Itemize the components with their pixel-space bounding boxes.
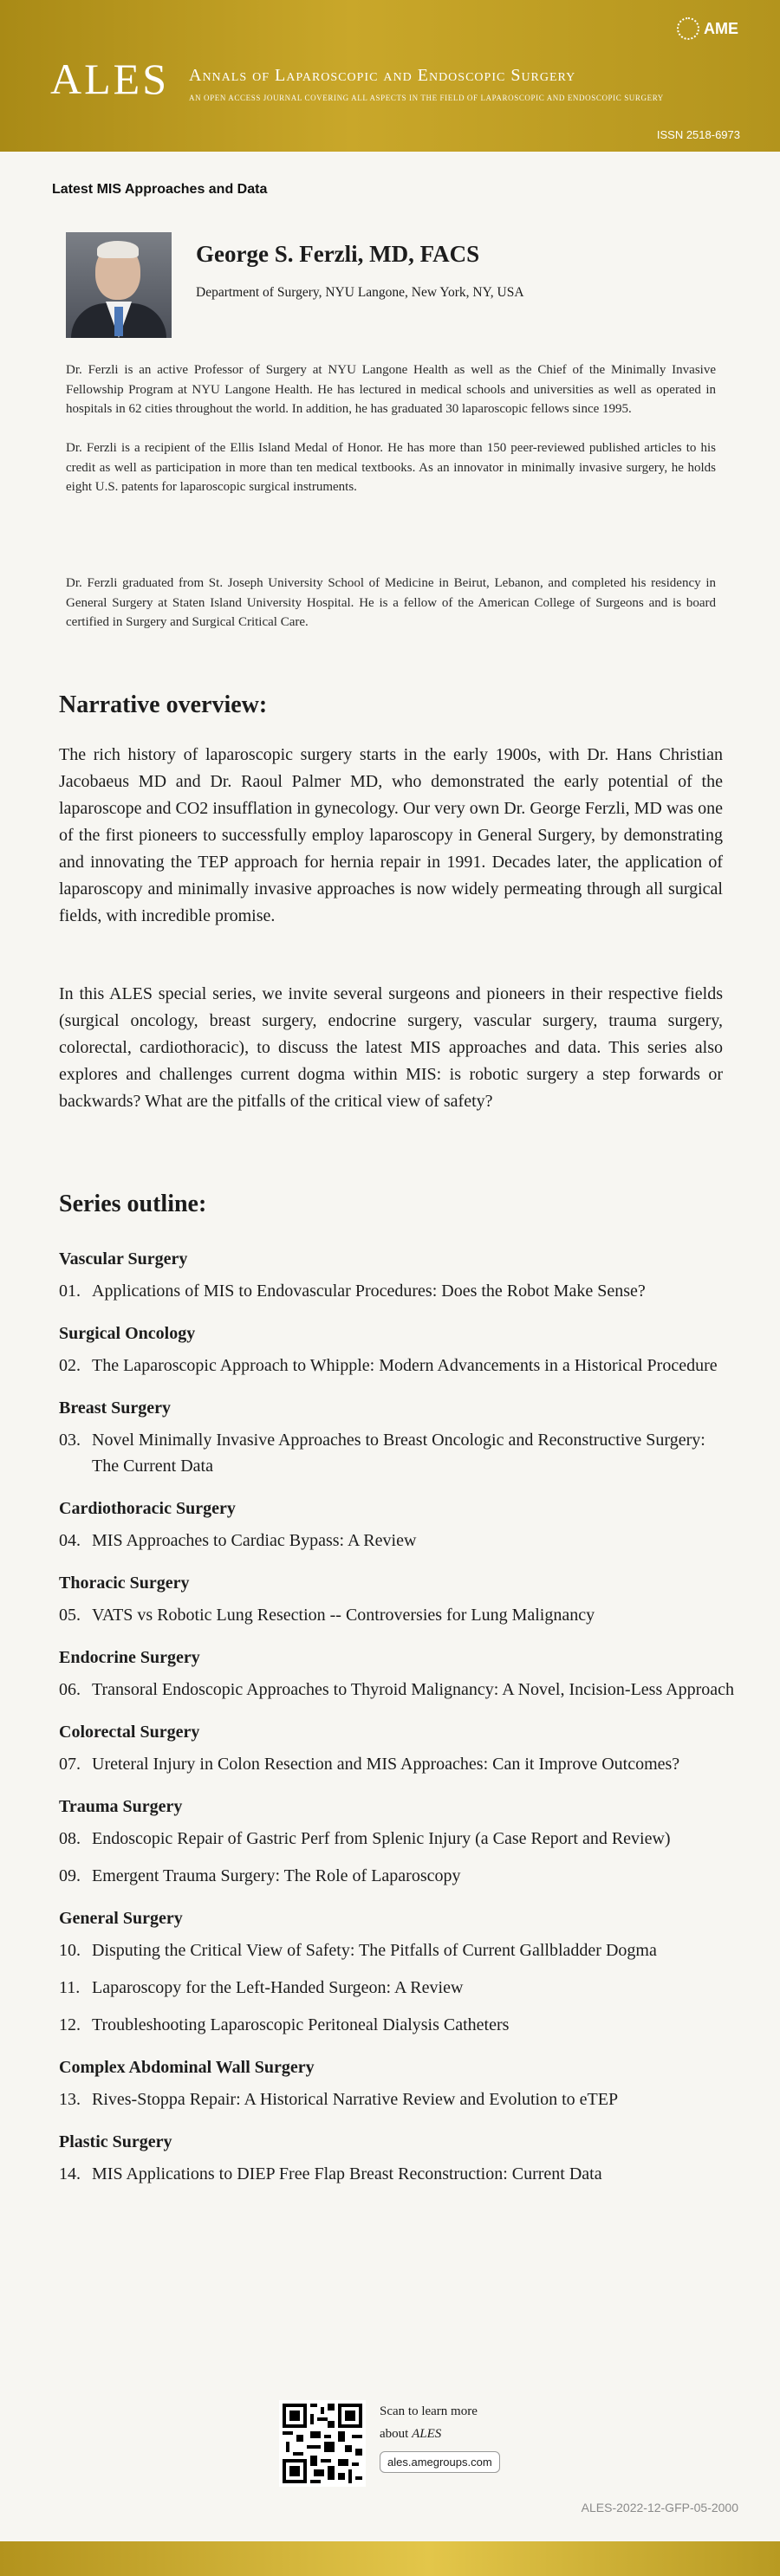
outline-category: Cardiothoracic Surgery — [59, 1499, 236, 1518]
journal-logo: ALES — [50, 55, 169, 103]
outline-item — [59, 1751, 735, 1777]
issn: ISSN 2518-6973 — [656, 128, 740, 141]
qr-code[interactable] — [279, 2400, 366, 2487]
outline-item — [59, 1528, 735, 1554]
narrative-paragraph: The rich history of laparoscopic surgery starts in the early 1900s, with Dr. Hans Christian Jacobaeus MD and Dr. Raoul Palmer MD, who demonstrated the early potential of the laparoscope and CO2 insufflation in gynecology. Our very own Dr. George Ferzli, MD was one of the first pioneers to successfully employ laparoscopy in General Surgery, by demonstrating and innovating the TEP approach for hernia repair in 1991. Decades later, the application of laparoscopy and minimally invasive approaches is now widely permeating through all surgical fields, with incredible promise. — [59, 745, 723, 925]
author-photo — [66, 232, 172, 338]
outline-item-title: Ureteral Injury in Colon Resection and MIS Approaches: Can it Improve Outcomes? — [92, 1755, 680, 1774]
outline-item-number: 10. — [59, 1941, 81, 1960]
outline-item-title: VATS vs Robotic Lung Resection -- Controversies for Lung Malignancy — [92, 1606, 595, 1625]
publisher-logo — [677, 17, 738, 40]
outline-item-number: 14. — [59, 2164, 81, 2183]
outline-item — [59, 1278, 735, 1304]
outline-category: Complex Abdominal Wall Surgery — [59, 2058, 315, 2077]
author-bio-paragraph: Dr. Ferzli graduated from St. Joseph University School of Medicine in Beirut, Lebanon, and completed his residency in General Surgery at Staten Island University Hospital. He is a fellow of the American College of Surgeons and is board certified in Surgery and Surgical Critical Care. — [66, 576, 716, 629]
outline-item-number: 04. — [59, 1531, 81, 1550]
outline-item-title: Rives-Stoppa Repair: A Historical Narrative Review and Evolution to eTEP — [92, 2090, 619, 2109]
scan-caption — [380, 2400, 478, 2445]
author-department: Department of Surgery, NYU Langone, New York, NY, USA — [196, 285, 524, 300]
journal-title: Annals of Laparoscopic and Endoscopic Surgery — [189, 66, 576, 85]
author-bio-paragraph: Dr. Ferzli is a recipient of the Ellis Island Medal of Honor. He has more than 150 peer-reviewed published articles to his credit as well as participation in more than ten medical textbooks. As an innovator in minimally invasive surgery, he holds eight U.S. patents for laparoscopic surgical instruments. — [66, 441, 716, 494]
outline-item — [59, 1427, 735, 1479]
outline-category: Endocrine Surgery — [59, 1648, 200, 1667]
outline-item-number: 05. — [59, 1606, 81, 1625]
outline-item — [59, 1602, 735, 1628]
outline-item — [59, 2161, 735, 2187]
footer-bar — [0, 2541, 780, 2576]
narrative-paragraph: In this ALES special series, we invite several surgeons and pioneers in their respective fields (surgical oncology, breast surgery, endocrine surgery, vascular surgery, trauma surgery, colorectal, cardiothoracic), to discuss the latest MIS approaches and data. This series also explores and challenges current dogma within MIS: is robotic surgery a step forwards or backwards? What are the pitfalls of the critical view of safety? — [59, 984, 723, 1111]
outline-item — [59, 1353, 735, 1379]
outline-item-title: Laparoscopy for the Left-Handed Surgeon: A Review — [92, 1978, 464, 1997]
outline-item — [59, 1826, 735, 1852]
outline-item-number: 03. — [59, 1431, 81, 1450]
outline-item-title: Transoral Endoscopic Approaches to Thyroid Malignancy: A Novel, Incision-Less Approach — [92, 1680, 734, 1699]
outline-item-number: 06. — [59, 1680, 81, 1699]
outline-category: Breast Surgery — [59, 1398, 172, 1418]
journal-header — [0, 0, 780, 152]
author-bio-paragraph: Dr. Ferzli is an active Professor of Surgery at NYU Langone Health as well as the Chief of the Minimally Invasive Fellowship Program at NYU Langone Health. He has lectured in medical schools and universities as well as operated in hospitals in 62 cities throughout the world. In addition, he has graduated 30 laparoscopic fellows since 1995. — [66, 363, 716, 416]
outline-item-number: 12. — [59, 2015, 81, 2034]
outline-category: Colorectal Surgery — [59, 1723, 200, 1742]
outline-item-title: Applications of MIS to Endovascular Procedures: Does the Robot Make Sense? — [92, 1282, 646, 1301]
publisher-name: AME — [704, 19, 738, 37]
outline-item — [59, 1975, 735, 2001]
author-name: George S. Ferzli, MD, FACS — [196, 241, 480, 267]
outline-item — [59, 1937, 735, 1963]
series-outline-list — [59, 1241, 735, 2198]
outline-item-title: MIS Applications to DIEP Free Flap Breast Reconstruction: Current Data — [92, 2164, 602, 2183]
outline-item-title: Troubleshooting Laparoscopic Peritoneal Dialysis Catheters — [92, 2015, 510, 2034]
outline-item — [59, 1677, 735, 1703]
scan-line: about ALES — [380, 2427, 442, 2441]
outline-category: Plastic Surgery — [59, 2132, 172, 2151]
outline-item-number: 13. — [59, 2090, 81, 2109]
outline-category: Vascular Surgery — [59, 1249, 188, 1269]
outline-item-title: Endoscopic Repair of Gastric Perf from Splenic Injury (a Case Report and Review) — [92, 1829, 671, 1848]
outline-category: Thoracic Surgery — [59, 1574, 190, 1593]
outline-item-number: 01. — [59, 1282, 81, 1301]
narrative-title: Narrative overview: — [59, 691, 268, 718]
outline-category: Trauma Surgery — [59, 1797, 183, 1816]
website-link[interactable]: ales.amegroups.com — [380, 2451, 500, 2473]
outline-item-title: MIS Approaches to Cardiac Bypass: A Review — [92, 1531, 417, 1550]
document-id: ALES-2022-12-GFP-05-2000 — [581, 2501, 738, 2514]
outline-item — [59, 1863, 735, 1889]
outline-item-number: 02. — [59, 1356, 81, 1375]
outline-item-number: 11. — [59, 1978, 81, 1997]
page-label: Latest MIS Approaches and Data — [52, 182, 268, 197]
ame-logo-icon — [677, 17, 699, 40]
outline-item-title: Emergent Trauma Surgery: The Role of Laparoscopy — [92, 1866, 461, 1885]
outline-category: General Surgery — [59, 1909, 183, 1928]
scan-line: Scan to learn more — [380, 2404, 478, 2418]
journal-subtitle: AN OPEN ACCESS JOURNAL COVERING ALL ASPECTS IN THE FIELD OF LAPAROSCOPIC AND ENDOSCOPIC SURGERY — [189, 94, 664, 102]
outline-item — [59, 2012, 735, 2038]
outline-item-number: 07. — [59, 1755, 81, 1774]
outline-item-number: 09. — [59, 1866, 81, 1885]
outline-item — [59, 2086, 735, 2112]
outline-category: Surgical Oncology — [59, 1324, 196, 1343]
outline-item-number: 08. — [59, 1829, 81, 1848]
outline-item-title: Novel Minimally Invasive Approaches to Breast Oncologic and Reconstructive Surgery: The Current Data — [92, 1431, 705, 1476]
series-outline-title: Series outline: — [59, 1191, 207, 1217]
outline-item-title: Disputing the Critical View of Safety: The Pitfalls of Current Gallbladder Dogma — [92, 1941, 657, 1960]
outline-item-title: The Laparoscopic Approach to Whipple: Modern Advancements in a Historical Procedure — [92, 1356, 718, 1375]
